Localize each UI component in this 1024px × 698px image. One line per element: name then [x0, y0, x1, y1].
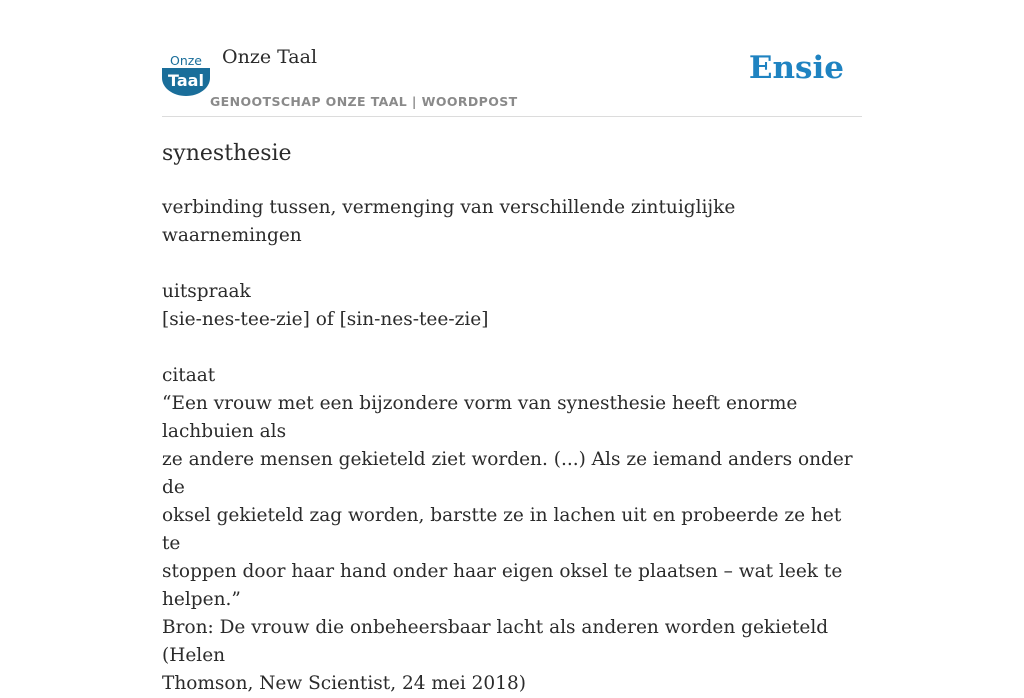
quote-source-line: Bron: De vrouw die onbeheersbaar lacht als anderen worden gekieteld (Helen [162, 617, 829, 666]
quote-line: ze andere mensen gekieteld ziet worden. (...) Als ze iemand anders onder de [162, 449, 853, 498]
brand-name[interactable]: Onze Taal [222, 46, 318, 68]
ensie-logo-link[interactable]: Ensie [748, 50, 844, 86]
quote-label: citaat [162, 365, 216, 386]
pronunciation-text: [sie-nes-tee-zie] of [sin-nes-tee-zie] [162, 309, 489, 330]
quote-source-line: Thomson, New Scientist, 24 mei 2018) [162, 673, 526, 694]
onze-taal-logo[interactable] [162, 52, 210, 96]
brand-subtitle: GENOOTSCHAP ONZE TAAL | WOORDPOST [210, 94, 518, 109]
logo-text-top: Onze [169, 53, 203, 68]
entry-content [162, 136, 862, 698]
logo-text-bottom: Taal [168, 71, 204, 90]
entry-term: synesthesie [162, 141, 292, 166]
quote-line: “Een vrouw met een bijzondere vorm van synesthesie heeft enorme lachbuien als [162, 393, 798, 442]
quote-line: stoppen door haar hand onder haar eigen oksel te plaatsen – wat leek te helpen.” [162, 561, 843, 610]
pronunciation-label: uitspraak [162, 281, 251, 302]
entry-definition: verbinding tussen, vermenging van verschillende zintuiglijke waarnemingen [162, 197, 736, 246]
quote-line: oksel gekieteld zag worden, barstte ze in lachen uit en probeerde ze het te [162, 505, 842, 554]
header [162, 40, 862, 117]
